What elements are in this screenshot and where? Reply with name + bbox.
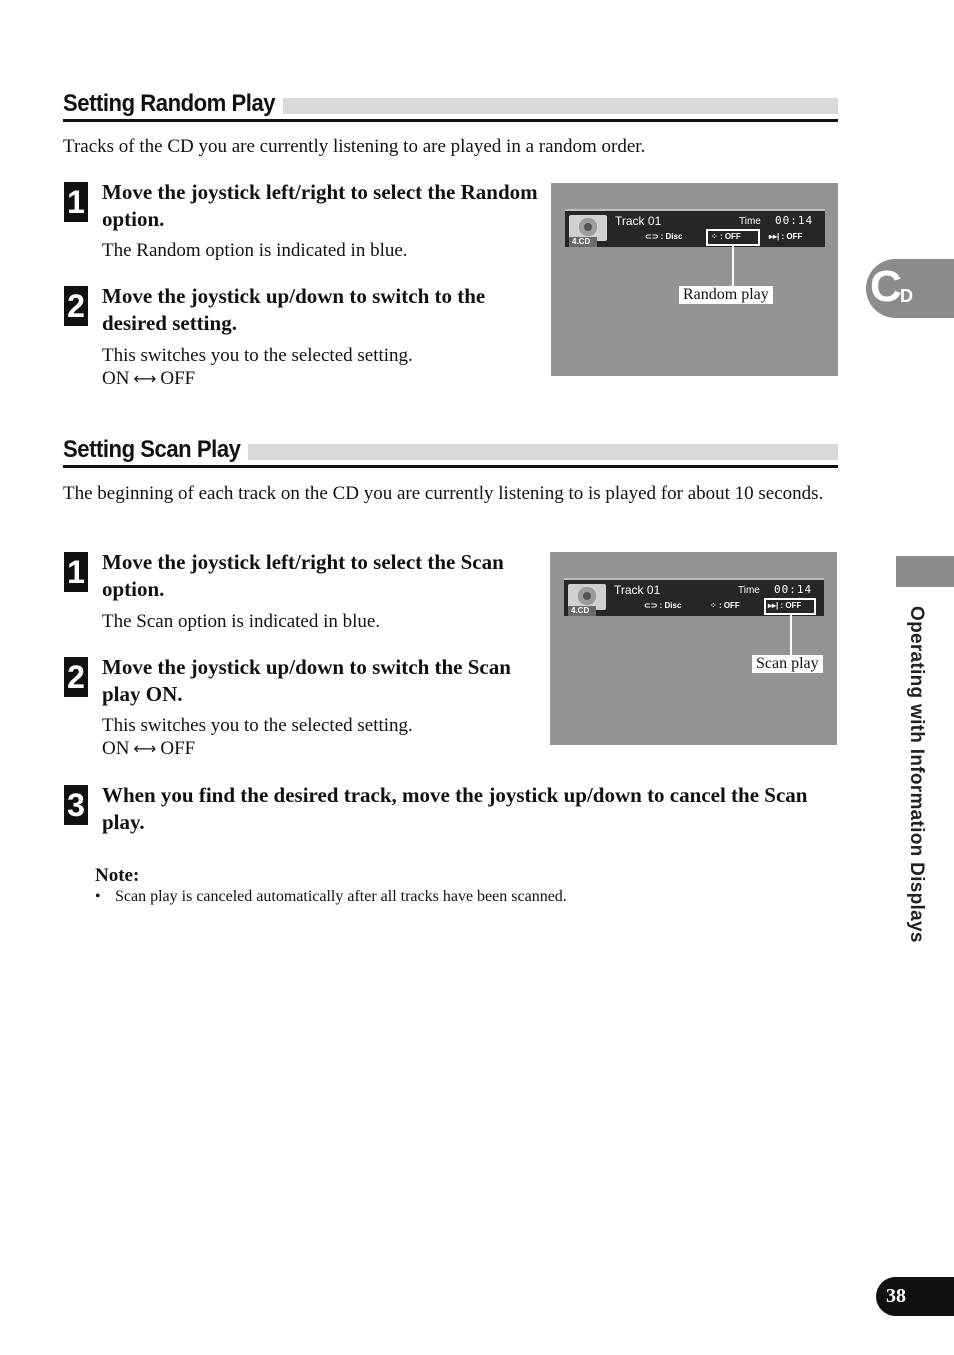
bullet-glyph: • [95, 888, 101, 905]
random-step-1-number: 1 [64, 182, 88, 222]
random-step-1-title: Move the joystick left/right to select the Random option. [102, 180, 538, 231]
off-label: OFF [160, 738, 196, 759]
scan-screen-illustration [550, 552, 837, 745]
repeat-indicator: ⊂⊃ : Disc [644, 601, 682, 610]
repeat-icon: ⊂⊃ [645, 232, 661, 241]
scan-step-2-body [102, 714, 413, 760]
note-heading: Note: [95, 865, 140, 886]
random-highlight-box [706, 229, 760, 246]
double-arrow-icon: ⟷ [133, 739, 157, 758]
random-step-2-title: Move the joystick up/down to switch to the desired setting. [102, 284, 486, 335]
random-heading-text: Setting Random Play [63, 90, 282, 118]
scan-step-1-body: The Scan option is indicated in blue. [102, 611, 381, 632]
chapter-side-label [901, 606, 931, 1006]
chapter-side-label-text: Operating with Information Displays [906, 606, 927, 943]
random-screen-illustration [551, 183, 838, 376]
on-off-toggle-text [102, 737, 413, 760]
scan-step-3-title: When you find the desired track, move the joystick up/down to cancel the Scan play. [102, 783, 808, 834]
off-label: OFF [160, 368, 196, 389]
random-section-heading [63, 90, 838, 118]
note-text: Scan play is canceled automatically after all tracks have been scanned. [115, 888, 567, 905]
scan-step-1-number: 1 [64, 552, 88, 592]
page-number: 38 [876, 1277, 954, 1316]
scan-icon: ▸▸| [769, 232, 782, 241]
section-marker-tab [896, 556, 954, 587]
scan-play-callout: Scan play [752, 655, 823, 673]
cd-section-tab [866, 259, 954, 318]
scan-step-2-title: Move the joystick up/down to switch the Scan play ON. [102, 655, 511, 706]
scan-icon: ▸▸| [768, 601, 781, 610]
random-intro: Tracks of the CD you are currently listening to are played in a random order. [63, 136, 646, 157]
random-icon: ⁘ [710, 601, 719, 610]
scan-indicator: ▸▸| : OFF [768, 601, 802, 610]
scan-indicator: ▸▸| : OFF [769, 232, 803, 241]
time-label: Time [738, 585, 760, 596]
on-off-toggle-text [102, 367, 413, 390]
random-icon: ⁘ [711, 232, 720, 241]
random-play-callout: Random play [679, 286, 773, 304]
callout-leader-line [790, 615, 792, 655]
on-label: ON [102, 738, 130, 759]
scan-step-3-number: 3 [64, 785, 88, 825]
scan-heading-text: Setting Scan Play [63, 436, 248, 464]
random-step-1-body: The Random option is indicated in blue. [102, 240, 408, 261]
on-label: ON [102, 368, 130, 389]
random-indicator: ⁘ : OFF [711, 232, 741, 241]
tab-letter-d: D [900, 286, 913, 306]
scan-step-2-body-text: This switches you to the selected setting. [102, 715, 413, 736]
callout-leader-line [732, 246, 734, 286]
note-bullet-item [95, 888, 567, 906]
scan-section-heading [63, 436, 838, 464]
double-arrow-icon: ⟷ [133, 369, 157, 388]
tab-letter-c: C [870, 262, 902, 311]
scan-step-2-number: 2 [64, 657, 88, 697]
random-step-2-body [102, 344, 413, 390]
scan-highlight-box [764, 598, 816, 615]
random-indicator: ⁘ : OFF [710, 601, 740, 610]
scan-step-1-title: Move the joystick left/right to select the Scan option. [102, 550, 504, 601]
scan-intro: The beginning of each track on the CD you are currently listening to is played for about 10 seconds. [63, 483, 824, 504]
source-label: 4.CD [568, 606, 596, 616]
repeat-indicator: ⊂⊃ : Disc [645, 232, 683, 241]
repeat-icon: ⊂⊃ [644, 601, 660, 610]
cd-display-panel [565, 209, 825, 247]
time-value: 00:14 [774, 583, 813, 596]
random-step-2-body-text: This switches you to the selected setting. [102, 345, 413, 366]
track-label: Track 01 [615, 214, 662, 228]
random-step-2-number: 2 [64, 286, 88, 326]
time-label: Time [739, 216, 761, 227]
track-label: Track 01 [614, 583, 661, 597]
source-label: 4.CD [569, 237, 597, 247]
time-value: 00:14 [775, 214, 814, 227]
